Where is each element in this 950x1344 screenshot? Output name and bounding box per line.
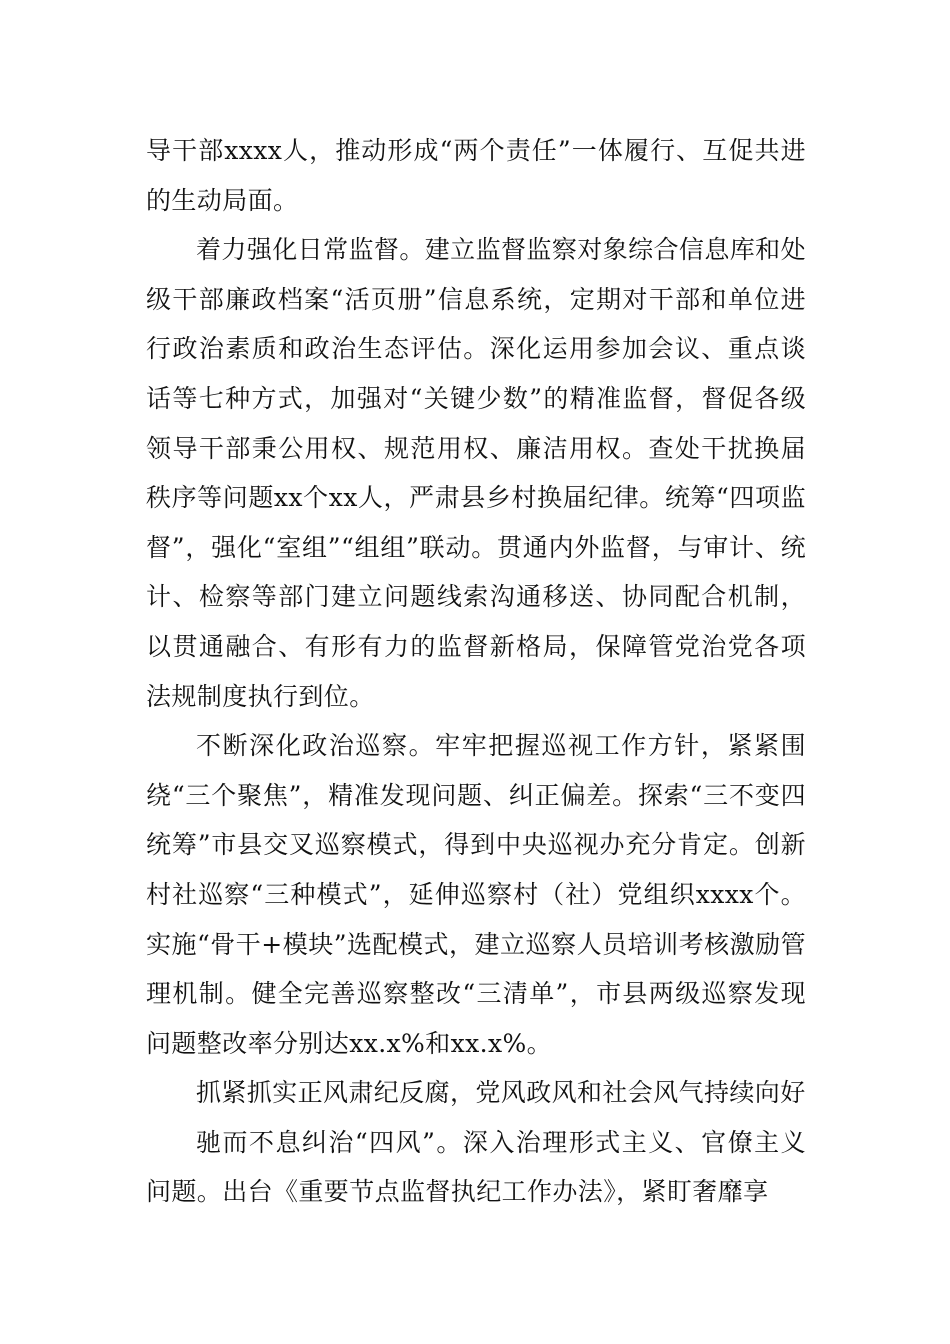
section-heading-discipline: 抓紧抓实正风肃纪反腐，党风政风和社会风气持续向好 bbox=[196, 1078, 806, 1108]
paragraph-political-inspection: 不断深化政治巡察。牢牢把握巡视工作方针，紧紧围绕“三个聚焦”，精准发现问题、纠正偏差。探索“三不变四统筹”市县交叉巡察模式，得到中央巡视办充分肯定。创新村社巡察“三种模式”，延伸巡察村（社）党组织xxxx个。实施“骨干+模块”选配模式，建立巡察人员培训考核激励管理机制。健全完善巡察整改“三清单”，市县两级巡察发现问题整改率分别达xx.x%和xx.x%。 bbox=[146, 731, 806, 1058]
paragraph-four-winds: 驰而不息纠治“四风”。深入治理形式主义、官僚主义问题。出台《重要节点监督执纪工作办法》，紧盯奢靡享 bbox=[146, 1127, 806, 1207]
paragraph-continuation: 导干部xxxx人，推动形成“两个责任”一体履行、互促共进的生动局面。 bbox=[146, 136, 806, 215]
paragraph-daily-supervision: 着力强化日常监督。建立监督监察对象综合信息库和处级干部廉政档案“活页册”信息系统，定期对干部和单位进行政治素质和政治生态评估。深化运用参加会议、重点谈话等七种方式，加强对“关键少数”的精准监督，督促各级领导干部秉公用权、规范用权、廉洁用权。查处干扰换届秩序等问题xx个xx人，严肃县乡村换届纪律。统筹“四项监督”，强化“室组”“组组”联动。贯通内外监督，与审计、统计、检察等部门建立问题线索沟通移送、协同配合机制，以贯通融合、有形有力的监督新格局，保障管党治党各项法规制度执行到位。 bbox=[146, 235, 806, 711]
document-body bbox=[146, 126, 806, 1217]
